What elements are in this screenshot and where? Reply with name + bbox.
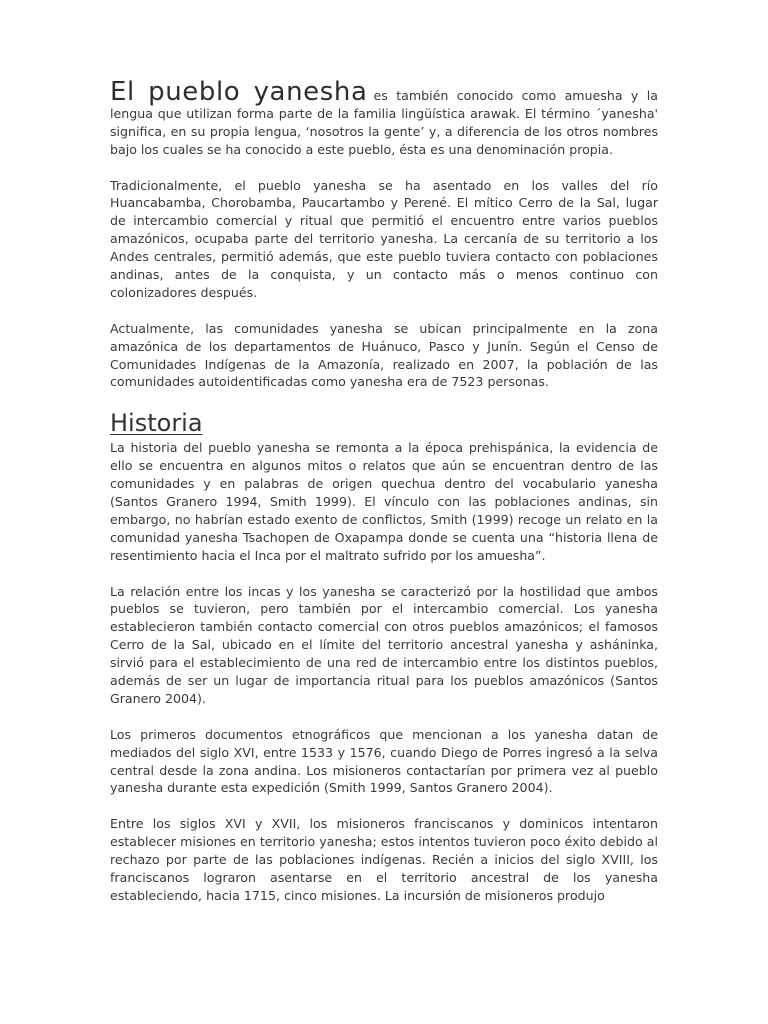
historia-paragraph-4: Entre los siglos XVI y XVII, los misioneros franciscanos y dominicos intentaron establecer misiones en territorio yanesha; estos intentos tuvieron poco éxito debido al rechazo por parte de las poblaciones indígenas. Recién a inicios del siglo XVIII, los franciscanos lograron asentarse en el territorio ancestral de los yanesha estableciendo, hacia 1715, cinco misiones. La incursión de misioneros produjo bbox=[110, 816, 658, 903]
document-title: El pueblo yanesha bbox=[110, 77, 368, 107]
intro-paragraph-2: Tradicionalmente, el pueblo yanesha se ha asentado en los valles del río Huancabamba, Chorobamba, Paucartambo y Perené. El mítico Cerro de la Sal, lugar de intercambio comercial y ritual que permitió el encuentro entre varios pueblos amazónicos, ocupaba parte del territorio yanesha. La cercanía de su territorio a los Andes centrales, permitió además, que este pueblo tuviera contacto con poblaciones andinas, antes de la conquista, y un contacto más o menos continuo con colonizadores después. bbox=[110, 177, 658, 300]
intro-paragraph-1 bbox=[110, 77, 658, 159]
document-page bbox=[110, 77, 658, 923]
historia-paragraph-3: Los primeros documentos etnográficos que mencionan a los yanesha datan de mediados del siglo XVI, entre 1533 y 1576, cuando Diego de Porres ingresó a la selva central desde la zona andina. Los misioneros contactarían por primera vez al pueblo yanesha durante esta expedición (Smith 1999, Santos Granero 2004). bbox=[110, 726, 658, 796]
section-heading-historia: Historia bbox=[110, 409, 203, 438]
intro-paragraph-1-text: es también conocido como amuesha y la lengua que utilizan forma parte de la familia lingüística arawak. El término ´yanesha' significa, en su propia lengua, ‘nosotros la gente’ y, a diferencia de los otros nombres bajo los cuales se ha conocido a este pueblo, ésta es una denominación propia. bbox=[110, 88, 658, 157]
historia-paragraph-1: La historia del pueblo yanesha se remonta a la época prehispánica, la evidencia de ello se encuentra en algunos mitos o relatos que aún se encuentran dentro de las comunidades y en palabras de origen quechua dentro del vocabulario yanesha (Santos Granero 1994, Smith 1999). El vínculo con las poblaciones andinas, sin embargo, no habrían estado exento de conflictos, Smith (1999) recoge un relato en la comunidad yanesha Tsachopen de Oxapampa donde se cuenta una “historia llena de resentimiento hacia el Inca por el maltrato sufrido por los amuesha”. bbox=[110, 440, 658, 563]
historia-paragraph-2: La relación entre los incas y los yanesha se caracterizó por la hostilidad que ambos pueblos se tuvieron, pero también por el intercambio comercial. Los yanesha establecieron también contacto comercial con otros pueblos amazónicos; el famosos Cerro de la Sal, ubicado en el límite del territorio ancestral yanesha y asháninka, sirvió para el establecimiento de una red de intercambio entre los distintos pueblos, además de ser un lugar de importancia ritual para los pueblos amazónicos (Santos Granero 2004). bbox=[110, 583, 658, 706]
intro-paragraph-3: Actualmente, las comunidades yanesha se ubican principalmente en la zona amazónica de los departamentos de Huánuco, Pasco y Junín. Según el Censo de Comunidades Indígenas de la Amazonía, realizado en 2007, la población de las comunidades autoidentificadas como yanesha era de 7523 personas. bbox=[110, 320, 658, 390]
